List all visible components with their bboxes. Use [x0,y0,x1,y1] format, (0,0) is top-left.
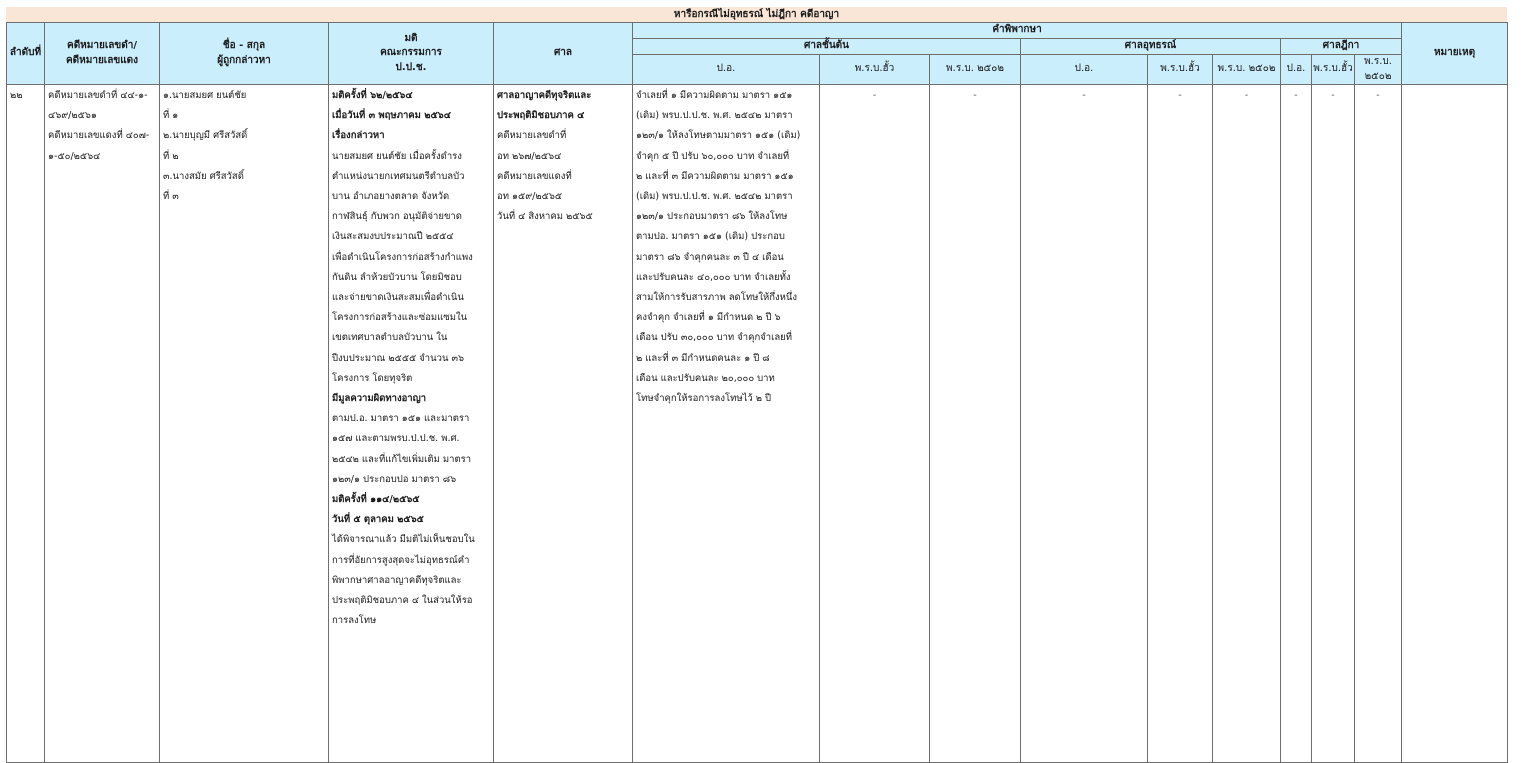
header-first-prb-2502: พ.ร.บ. ๒๕๐๒ [930,55,1021,85]
resolution-line: กาฬสินธุ์ กับพวก อนุมัติจ่ายขาด [332,211,462,223]
judgment-line: (เดิม) พรบ.ป.ป.ช. พ.ศ. ๒๕๔๒ มาตรา [636,191,793,203]
cell-first-prb-bid: - [820,85,930,763]
judgment-line: (เดิม) พรบ.ป.ป.ช. พ.ศ. ๒๕๔๒ มาตรา [636,110,793,122]
header-first-prb-bid: พ.ร.บ.ฮั้ว [820,55,930,85]
resolution-line: วันที่ ๕ ตุลาคม ๒๕๖๕ [332,514,424,526]
resolution-line: พิพากษาศาลอาญาคดีทุจริตและ [332,574,462,586]
header-court: ศาล [494,23,633,85]
header-court-supreme: ศาลฎีกา [1281,39,1402,55]
cell-appeal-prb-bid: - [1148,85,1213,763]
resolution-line: การลงโทษ [332,615,377,627]
resolution-line: มติครั้งที่ ๑๑๔/๒๕๖๕ [332,494,420,506]
cell-appeal-prb-2502: - [1213,85,1281,763]
header-first-po: ป.อ. [633,55,820,85]
resolution-line: กันดิน ลำห้วยบัวบาน โดยมิชอบ [332,271,462,283]
cell-supreme-prb-bid: - [1312,85,1355,763]
header-appeal-prb-2502: พ.ร.บ. ๒๕๐๒ [1213,55,1281,85]
judgment-line: และปรับคนละ ๔๐,๐๐๐ บาท จำเลยทั้ง [636,271,791,283]
cell-supreme-prb-2502: - [1355,85,1402,763]
header-no: ลำดับที่ [7,23,45,85]
header-accused-names: ชื่อ - สกุล ผู้ถูกกล่าวหา [160,23,329,85]
resolution-line: มติครั้งที่ ๖๒/๒๕๖๔ [332,90,413,101]
header-remarks: หมายเหตุ [1402,23,1508,85]
cell-case-numbers: คดีหมายเลขดำที่ ๔๔-๑- ๔๖๙/๒๕๖๑ คดีหมายเลขแดงที่ ๔๐๗- ๑-๕๐/๒๕๖๔ [45,85,160,763]
resolution-line: ๑๕๗ และตามพรบ.ป.ป.ช. พ.ศ. [332,433,460,445]
judgment-line: ๑๒๓/๑ ประกอบมาตรา ๘๖ ให้ลงโทษ [636,211,788,223]
resolution-line: ๑๒๓/๑ ประกอบปอ มาตรา ๘๖ [332,473,457,485]
judgment-line: คงจำคุก จำเลยที่ ๑ มีกำหนด ๒ ปี ๖ [636,312,781,324]
table-title: หารือกรณีไม่อุทธรณ์ ไม่ฎีกา คดีอาญา [6,7,1507,22]
resolution-line: มีมูลความผิดทางอาญา [332,393,427,405]
resolution-line: ตำแหน่งนายกเทศมนตรีตำบลบัว [332,170,465,182]
cell-first-prb-2502: - [930,85,1021,763]
judgment-line: เดือน และปรับคนละ ๒๐,๐๐๐ บาท [636,372,775,384]
resolution-line: ปีงบประมาณ ๒๕๕๕ จำนวน ๓๖ [332,352,464,364]
resolution-line: ๒๕๔๒ และที่แก้ไขเพิ่มเติม มาตรา [332,453,472,465]
court-line: อท ๑๕๙/๒๕๖๕ [497,191,563,203]
judgment-line: ๒ และที่ ๓ มีกำหนดคนละ ๑ ปี ๘ [636,352,770,364]
header-appeal-prb-bid: พ.ร.บ.ฮั้ว [1148,55,1213,85]
judgment-line: ๒ และที่ ๓ มีความผิดตาม มาตรา ๑๕๑ [636,170,794,182]
resolution-line: เงินสะสมงบประมาณปี ๒๕๕๔ [332,231,454,243]
court-line: คดีหมายเลขแดงที่ [497,170,572,182]
resolution-line: โครงการก่อสร้างและซ่อมแซมใน [332,312,468,324]
table-row [7,85,1508,763]
cell-first-instance-po [633,85,820,763]
header-court-first-instance: ศาลชั้นต้น [633,39,1021,55]
judgment-line: ๑๒๓/๑ ให้ลงโทษตามมาตรา ๑๕๑ (เดิม) [636,130,801,142]
resolution-line: เขตเทศบาลตำบลบัวบาน ใน [332,332,448,344]
cell-appeal-po: - [1021,85,1148,763]
header-supreme-prb-2502: พ.ร.บ. ๒๕๐๒ [1355,55,1402,85]
resolution-line: ตามป.อ. มาตรา ๑๕๑ และมาตรา [332,413,470,425]
cell-no: ๒๒ [7,85,45,763]
header-judgment: คำพิพากษา [633,23,1402,39]
resolution-line: การที่อัยการสูงสุดจะไม่อุทธรณ์คำ [332,554,470,566]
resolution-line: เรื่องกล่าวหา [332,130,385,142]
cell-court [494,85,633,763]
cell-resolution [329,85,494,763]
judgment-line: สามให้การรับสารภาพ ลดโทษให้กึ่งหนึ่ง [636,292,798,304]
court-line: คดีหมายเลขดำที่ [497,130,567,142]
header-appeal-po: ป.อ. [1021,55,1148,85]
header-supreme-prb-bid: พ.ร.บ.ฮั้ว [1312,55,1355,85]
judgment-line: ตามปอ. มาตรา ๑๕๑ (เดิม) ประกอบ [636,231,785,243]
cell-supreme-po: - [1281,85,1312,763]
resolution-line: และจ่ายขาดเงินสะสมเพื่อดำเนิน [332,292,464,304]
judgment-line: จำคุก ๕ ปี ปรับ ๖๐,๐๐๐ บาท จำเลยที่ [636,150,790,162]
cell-remarks [1402,85,1508,763]
header-supreme-po: ป.อ. [1281,55,1312,85]
court-line: ประพฤติมิชอบภาค ๔ [497,110,585,122]
header-court-appeal: ศาลอุทธรณ์ [1021,39,1281,55]
resolution-line: เมื่อวันที่ ๓ พฤษภาคม ๒๕๖๔ [332,110,451,122]
court-line: ศาลอาญาคดีทุจริตและ [497,90,592,101]
resolution-line: ได้พิจารณาแล้ว มีมติไม่เห็นชอบใน [332,534,475,546]
header-nacc-resolution: มติ คณะกรรมการ ป.ป.ช. [329,23,494,85]
cell-accused-names: ๑.นายสมยศ ยนต์ชัย ที่ ๑ ๒.นายบุญมี ศรีสวัสดิ์ ที่ ๒ ๓.นางสมัย ศรีสวัสดิ์ ที่ ๓ [160,85,329,763]
resolution-line: นายสมยศ ยนต์ชัย เมื่อครั้งดำรง [332,150,462,162]
case-table [6,22,1508,763]
judgment-line: โทษจำคุกให้รอการลงโทษไว้ ๒ ปี [636,393,772,405]
judgment-line: มาตรา ๘๖ จำคุกคนละ ๓ ปี ๔ เดือน [636,251,784,263]
court-line: อท ๒๖๗/๒๕๖๔ [497,150,562,162]
court-line: วันที่ ๔ สิงหาคม ๒๕๖๕ [497,211,593,223]
header-case-numbers: คดีหมายเลขดำ/ คดีหมายเลขแดง [45,23,160,85]
resolution-line: เพื่อดำเนินโครงการก่อสร้างกำแพง [332,251,473,263]
resolution-line: บาน อำเภอยางตลาด จังหวัด [332,191,450,203]
resolution-line: โครงการ โดยทุจริต [332,372,413,384]
resolution-line: ประพฤติมิชอบภาค ๔ ในส่วนให้รอ [332,595,473,607]
judgment-line: จำเลยที่ ๑ มีความผิดตาม มาตรา ๑๕๑ [636,90,793,101]
judgment-line: เดือน ปรับ ๓๐,๐๐๐ บาท จำคุกจำเลยที่ [636,332,792,344]
